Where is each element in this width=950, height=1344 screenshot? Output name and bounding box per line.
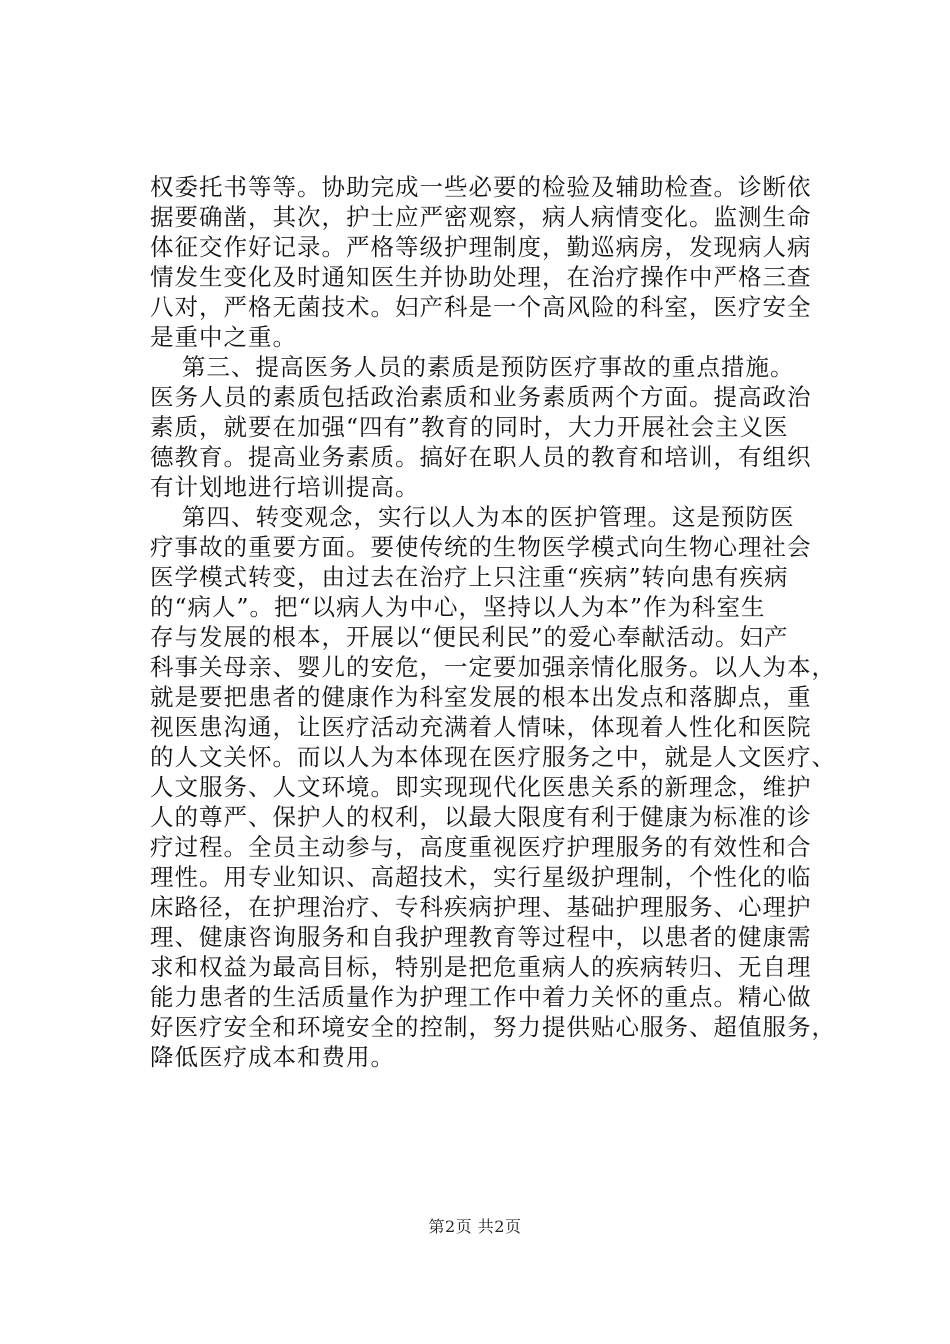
text-line: 科事关母亲、婴儿的安危，一定要加强亲情化服务。以人为本， <box>150 653 836 681</box>
text-line: 医务人员的素质包括政治素质和业务素质两个方面。提高政治 <box>150 383 812 411</box>
text-line: 人文服务、人文环境。即实现现代化医患关系的新理念，维护 <box>150 773 812 801</box>
text-line: 存与发展的根本，开展以“便民利民”的爱心奉献活动。妇产 <box>150 623 789 651</box>
text-line: 情发生变化及时通知医生并协助处理，在治疗操作中严格三查 <box>150 263 812 291</box>
text-line: 权委托书等等。协助完成一些必要的检验及辅助检查。诊断依 <box>150 173 812 201</box>
body-text <box>150 172 840 1072</box>
text-line: 求和权益为最高目标，特别是把危重病人的疾病转归、无自理 <box>150 953 812 981</box>
text-line: 八对，严格无菌技术。妇产科是一个高风险的科室，医疗安全 <box>150 293 812 321</box>
text-line: 素质，就要在加强“四有”教育的同时，大力开展社会主义医 <box>150 413 789 441</box>
text-line: 好医疗安全和环境安全的控制，努力提供贴心服务、超值服务， <box>150 1013 836 1041</box>
text-line: 人的尊严、保护人的权利，以最大限度有利于健康为标准的诊 <box>150 803 812 831</box>
text-line: 的“病人”。把“以病人为中心，坚持以人为本”作为科室生 <box>150 593 766 621</box>
text-line: 疗事故的重要方面。要使传统的生物医学模式向生物心理社会 <box>150 533 812 561</box>
page-footer: 第2页 共2页 <box>428 1217 522 1236</box>
text-line: 医学模式转变，由过去在治疗上只注重“疾病”转向患有疾病 <box>150 563 789 591</box>
text-line: 床路径，在护理治疗、专科疾病护理、基础护理服务、心理护 <box>150 893 812 921</box>
text-line: 的人文关怀。而以人为本体现在医疗服务之中，就是人文医疗、 <box>150 743 836 771</box>
text-line: 理性。用专业知识、高超技术，实行星级护理制，个性化的临 <box>150 863 812 891</box>
text-line: 理、健康咨询服务和自我护理教育等过程中，以患者的健康需 <box>150 923 812 951</box>
paragraph-start-line: 第三、提高医务人员的素质是预防医疗事故的重点措施。 <box>182 353 795 381</box>
text-line: 德教育。提高业务素质。搞好在职人员的教育和培训，有组织 <box>150 443 812 471</box>
text-line: 是重中之重。 <box>150 323 297 351</box>
text-line: 降低医疗成本和费用。 <box>150 1043 395 1071</box>
text-line: 体征交作好记录。严格等级护理制度，勤巡病房，发现病人病 <box>150 233 812 261</box>
text-line: 有计划地进行培训提高。 <box>150 473 420 501</box>
text-line: 就是要把患者的健康作为科室发展的根本出发点和落脚点，重 <box>150 683 812 711</box>
text-line: 据要确凿，其次，护士应严密观察，病人病情变化。监测生命 <box>150 203 812 231</box>
text-line: 能力患者的生活质量作为护理工作中着力关怀的重点。精心做 <box>150 983 812 1011</box>
paragraph-start-line: 第四、转变观念，实行以人为本的医护管理。这是预防医 <box>182 503 795 531</box>
text-line: 视医患沟通，让医疗活动充满着人情味，体现着人性化和医院 <box>150 713 812 741</box>
text-line: 疗过程。全员主动参与，高度重视医疗护理服务的有效性和合 <box>150 833 812 861</box>
